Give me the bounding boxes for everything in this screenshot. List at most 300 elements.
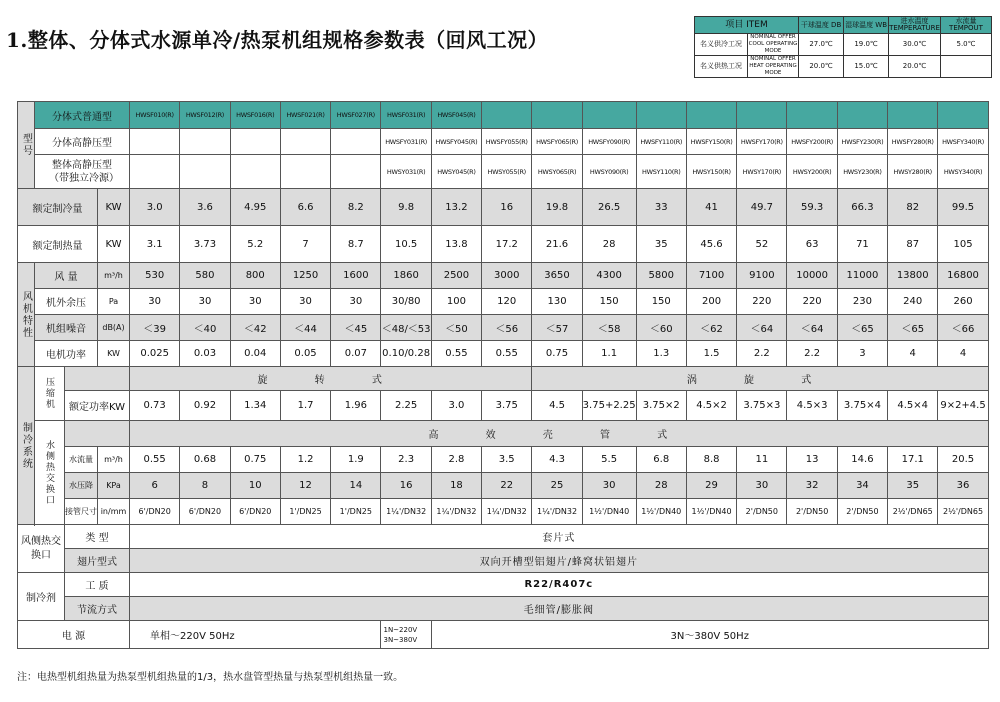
table-row bbox=[18, 549, 989, 573]
value-cell: 1600 bbox=[331, 263, 381, 289]
value-cell: 105 bbox=[938, 226, 988, 263]
conditions-cell: 27.0℃ bbox=[799, 34, 844, 56]
footnote: 注：电热型机组热量为热泵型机组热量的1/3，热水盘管型热量与热泵型机组热量一致。 bbox=[17, 672, 404, 683]
conditions-cell: 20.0℃ bbox=[889, 56, 941, 78]
group-label-air-hx: 风侧热交换口 bbox=[18, 525, 65, 573]
value-cell: 0.55 bbox=[431, 341, 481, 367]
value-cell: 29 bbox=[686, 473, 736, 499]
model-cell: HWSY110(R) bbox=[636, 155, 686, 189]
value-cell: 13.8 bbox=[431, 226, 481, 263]
value-cell: 1¼'/DN32 bbox=[532, 499, 582, 525]
merged-value: 毛细管/膨胀阀 bbox=[130, 597, 989, 621]
value-cell: 5800 bbox=[636, 263, 686, 289]
value-cell: 99.5 bbox=[938, 189, 988, 226]
value-cell: 2.3 bbox=[381, 447, 431, 473]
value-cell: 16 bbox=[482, 189, 532, 226]
value-cell: 3.75×4 bbox=[837, 391, 887, 421]
value-cell: 150 bbox=[636, 289, 686, 315]
model-cell: HWSFY150(R) bbox=[686, 129, 736, 155]
unit-cell: KPa bbox=[98, 473, 130, 499]
table-row bbox=[18, 499, 989, 525]
value-cell: 1½'/DN40 bbox=[686, 499, 736, 525]
value-cell: 25 bbox=[532, 473, 582, 499]
value-cell: 3.75 bbox=[482, 391, 532, 421]
value-cell: ＜57 bbox=[532, 315, 582, 341]
unit-cell: Pa bbox=[98, 289, 130, 315]
row-label: 水流量 bbox=[65, 447, 98, 473]
unit-cell: KW bbox=[98, 226, 130, 263]
merged-value: 套片式 bbox=[130, 525, 989, 549]
value-cell: 4300 bbox=[582, 263, 636, 289]
model-cell: HWSY065(R) bbox=[532, 155, 582, 189]
value-cell: 1'/DN25 bbox=[280, 499, 330, 525]
value-cell: 20.5 bbox=[938, 447, 988, 473]
value-cell: 10.5 bbox=[381, 226, 431, 263]
model-cell: HWSY090(R) bbox=[582, 155, 636, 189]
value-cell: 7 bbox=[280, 226, 330, 263]
table-row bbox=[18, 226, 989, 263]
conditions-mode: NOMINAL OFFER HEAT OPERATING MODE bbox=[749, 56, 797, 76]
value-cell: 1250 bbox=[280, 263, 330, 289]
model-cell: HWSFY065(R) bbox=[532, 129, 582, 155]
row-label: 电机功率 bbox=[35, 341, 98, 367]
merged-value: 双向开槽型铝翅片/蜂窝状铝翅片 bbox=[130, 549, 989, 573]
compressor-type-rotary: 旋 转 式 bbox=[130, 367, 532, 391]
value-cell: 120 bbox=[482, 289, 532, 315]
model-cell: HWSF045(R) bbox=[431, 102, 481, 129]
row-label: 整体高静压型（带独立冷源） bbox=[35, 155, 130, 189]
value-cell: 26.5 bbox=[582, 189, 636, 226]
value-cell: 18 bbox=[431, 473, 481, 499]
value-cell: 71 bbox=[837, 226, 887, 263]
model-cell: HWSFY055(R) bbox=[482, 129, 532, 155]
value-cell: 5.2 bbox=[230, 226, 280, 263]
value-cell: 1.7 bbox=[280, 391, 330, 421]
row-label: 机组噪音 bbox=[35, 315, 98, 341]
model-cell: HWSY055(R) bbox=[482, 155, 532, 189]
value-cell: 16800 bbox=[938, 263, 988, 289]
value-cell: 3000 bbox=[482, 263, 532, 289]
value-cell: 4.5×2 bbox=[686, 391, 736, 421]
model-cell bbox=[130, 155, 180, 189]
value-cell: 0.04 bbox=[230, 341, 280, 367]
value-cell: 1.34 bbox=[230, 391, 280, 421]
row-label: 分体高静压型 bbox=[35, 129, 130, 155]
model-cell: HWSF027(R) bbox=[331, 102, 381, 129]
value-cell: 6'/DN20 bbox=[180, 499, 230, 525]
value-cell: 63 bbox=[787, 226, 837, 263]
value-cell: 3.75×2 bbox=[636, 391, 686, 421]
blank-cell bbox=[65, 367, 130, 391]
table-row bbox=[18, 597, 989, 621]
model-cell: HWSY150(R) bbox=[686, 155, 736, 189]
value-cell: 4 bbox=[888, 341, 938, 367]
value-cell: 150 bbox=[582, 289, 636, 315]
table-row bbox=[18, 621, 989, 649]
value-cell: 2.8 bbox=[431, 447, 481, 473]
value-cell: 30 bbox=[331, 289, 381, 315]
model-cell: HWSF031(R) bbox=[381, 102, 431, 129]
value-cell: 260 bbox=[938, 289, 988, 315]
table-row bbox=[18, 315, 989, 341]
value-cell: 33 bbox=[636, 189, 686, 226]
value-cell: 230 bbox=[837, 289, 887, 315]
value-cell: 13.2 bbox=[431, 189, 481, 226]
table-row bbox=[18, 391, 989, 421]
model-cell bbox=[737, 102, 787, 129]
value-cell: 9100 bbox=[737, 263, 787, 289]
unit-cell: dB(A) bbox=[98, 315, 130, 341]
value-cell: 35 bbox=[888, 473, 938, 499]
unit-cell: m³/h bbox=[98, 263, 130, 289]
value-cell: 14.6 bbox=[837, 447, 887, 473]
value-cell: 4.95 bbox=[230, 189, 280, 226]
value-cell: 35 bbox=[636, 226, 686, 263]
value-cell: ＜39 bbox=[130, 315, 180, 341]
model-cell bbox=[180, 155, 230, 189]
value-cell: ＜58 bbox=[582, 315, 636, 341]
value-cell: 1.96 bbox=[331, 391, 381, 421]
model-cell: HWSFY110(R) bbox=[636, 129, 686, 155]
value-cell: 12 bbox=[280, 473, 330, 499]
value-cell: 3.5 bbox=[482, 447, 532, 473]
value-cell: 41 bbox=[686, 189, 736, 226]
value-cell: 1.3 bbox=[636, 341, 686, 367]
value-cell: 6'/DN20 bbox=[130, 499, 180, 525]
value-cell: 0.75 bbox=[532, 341, 582, 367]
model-cell bbox=[582, 102, 636, 129]
model-cell bbox=[636, 102, 686, 129]
value-cell: 11000 bbox=[837, 263, 887, 289]
value-cell: 3 bbox=[837, 341, 887, 367]
unit-cell: KW bbox=[98, 189, 130, 226]
value-cell: 0.68 bbox=[180, 447, 230, 473]
value-cell: 13 bbox=[787, 447, 837, 473]
value-cell: 220 bbox=[737, 289, 787, 315]
value-cell: 2.2 bbox=[737, 341, 787, 367]
value-cell: ＜48/＜53 bbox=[381, 315, 431, 341]
table-row bbox=[18, 189, 989, 226]
compressor-type-scroll: 涡 旋 式 bbox=[532, 367, 988, 391]
value-cell: 3.73 bbox=[180, 226, 230, 263]
model-cell: HWSFY170(R) bbox=[737, 129, 787, 155]
value-cell: 0.55 bbox=[130, 447, 180, 473]
conditions-table bbox=[694, 16, 992, 78]
value-cell: 6'/DN20 bbox=[230, 499, 280, 525]
spec-table bbox=[17, 101, 989, 649]
value-cell: 1'/DN25 bbox=[331, 499, 381, 525]
model-cell bbox=[787, 102, 837, 129]
value-cell: 6 bbox=[130, 473, 180, 499]
row-label: 水压降 bbox=[65, 473, 98, 499]
value-cell: ＜40 bbox=[180, 315, 230, 341]
value-cell: 30 bbox=[180, 289, 230, 315]
value-cell: 49.7 bbox=[737, 189, 787, 226]
value-cell: 2½'/DN65 bbox=[938, 499, 988, 525]
value-cell: 2'/DN50 bbox=[837, 499, 887, 525]
row-label: 额定制热量 bbox=[18, 226, 98, 263]
value-cell: 3.1 bbox=[130, 226, 180, 263]
value-cell: 1.2 bbox=[280, 447, 330, 473]
value-cell: 200 bbox=[686, 289, 736, 315]
value-cell: 1860 bbox=[381, 263, 431, 289]
value-cell: 34 bbox=[837, 473, 887, 499]
model-cell: HWSFY230(R) bbox=[837, 129, 887, 155]
value-cell: 2.2 bbox=[787, 341, 837, 367]
model-cell: HWSY340(R) bbox=[938, 155, 988, 189]
value-cell: 30 bbox=[230, 289, 280, 315]
value-cell: 82 bbox=[888, 189, 938, 226]
value-cell: 13800 bbox=[888, 263, 938, 289]
row-label: 分体式普通型 bbox=[35, 102, 130, 129]
power-three: 3N～380V 50Hz bbox=[431, 621, 988, 649]
group-label-cooling-system: 制冷系统 bbox=[18, 367, 35, 525]
value-cell: 8.8 bbox=[686, 447, 736, 473]
model-cell bbox=[331, 129, 381, 155]
row-label: 接管尺寸 bbox=[65, 499, 98, 525]
table-row bbox=[18, 421, 989, 447]
value-cell: 3.0 bbox=[431, 391, 481, 421]
value-cell: 10000 bbox=[787, 263, 837, 289]
row-label: 节流方式 bbox=[65, 597, 130, 621]
model-cell bbox=[938, 102, 988, 129]
model-cell: HWSFY200(R) bbox=[787, 129, 837, 155]
table-row bbox=[18, 573, 989, 597]
table-row bbox=[18, 155, 989, 189]
table-row bbox=[18, 289, 989, 315]
value-cell: 2'/DN50 bbox=[737, 499, 787, 525]
value-cell: 100 bbox=[431, 289, 481, 315]
value-cell: 2500 bbox=[431, 263, 481, 289]
conditions-row-label: 名义供热工况 bbox=[695, 56, 748, 78]
value-cell: 2½'/DN65 bbox=[888, 499, 938, 525]
value-cell: 6.8 bbox=[636, 447, 686, 473]
model-cell bbox=[230, 129, 280, 155]
value-cell: 30/80 bbox=[381, 289, 431, 315]
value-cell: 9.8 bbox=[381, 189, 431, 226]
value-cell: 3.6 bbox=[180, 189, 230, 226]
value-cell: 66.3 bbox=[837, 189, 887, 226]
value-cell: 0.05 bbox=[280, 341, 330, 367]
value-cell: 4 bbox=[938, 341, 988, 367]
value-cell: ＜60 bbox=[636, 315, 686, 341]
conditions-cell: 5.0℃ bbox=[940, 34, 991, 56]
model-cell bbox=[888, 102, 938, 129]
row-label: 电 源 bbox=[18, 621, 130, 649]
value-cell: 9×2+4.5 bbox=[938, 391, 988, 421]
page-title: 1.整体、分体式水源单冷/热泵机组规格参数表（回风工况） bbox=[6, 28, 549, 52]
model-cell bbox=[482, 102, 532, 129]
value-cell: 0.025 bbox=[130, 341, 180, 367]
value-cell: 1¼'/DN32 bbox=[482, 499, 532, 525]
model-cell bbox=[532, 102, 582, 129]
row-label: 风 量 bbox=[35, 263, 98, 289]
value-cell: ＜44 bbox=[280, 315, 330, 341]
value-cell: 3650 bbox=[532, 263, 582, 289]
value-cell: 0.07 bbox=[331, 341, 381, 367]
value-cell: 1.5 bbox=[686, 341, 736, 367]
value-cell: 30 bbox=[280, 289, 330, 315]
conditions-header: 水流量 TEMPOUT bbox=[940, 17, 991, 34]
value-cell: 21.6 bbox=[532, 226, 582, 263]
model-cell: HWSY170(R) bbox=[737, 155, 787, 189]
unit-cell: KW bbox=[98, 341, 130, 367]
model-cell: HWSFY090(R) bbox=[582, 129, 636, 155]
conditions-header: 湿球温度 WB bbox=[844, 17, 889, 34]
table-row bbox=[18, 263, 989, 289]
model-cell bbox=[686, 102, 736, 129]
model-cell bbox=[180, 129, 230, 155]
value-cell: 0.03 bbox=[180, 341, 230, 367]
table-row bbox=[18, 473, 989, 499]
model-cell: HWSFY280(R) bbox=[888, 129, 938, 155]
model-cell: HWSY230(R) bbox=[837, 155, 887, 189]
table-row bbox=[18, 447, 989, 473]
value-cell: 52 bbox=[737, 226, 787, 263]
model-cell: HWSF010(R) bbox=[130, 102, 180, 129]
value-cell: 1.9 bbox=[331, 447, 381, 473]
value-cell: 87 bbox=[888, 226, 938, 263]
conditions-cell bbox=[940, 56, 991, 78]
value-cell: 28 bbox=[582, 226, 636, 263]
value-cell: ＜45 bbox=[331, 315, 381, 341]
value-cell: 4.5 bbox=[532, 391, 582, 421]
model-cell: HWSFY340(R) bbox=[938, 129, 988, 155]
group-label-fan: 风机特性 bbox=[18, 263, 35, 367]
group-label-model: 型号 bbox=[18, 102, 35, 189]
value-cell: 4.5×3 bbox=[787, 391, 837, 421]
value-cell: 8 bbox=[180, 473, 230, 499]
value-cell: ＜64 bbox=[787, 315, 837, 341]
conditions-cell: 15.0℃ bbox=[844, 56, 889, 78]
table-row bbox=[18, 341, 989, 367]
value-cell: ＜62 bbox=[686, 315, 736, 341]
value-cell: 30 bbox=[130, 289, 180, 315]
value-cell: 17.2 bbox=[482, 226, 532, 263]
conditions-mode: NOMINAL OFFER COOL OPERATING MODE bbox=[748, 34, 798, 54]
value-cell: 3.75×3 bbox=[737, 391, 787, 421]
water-hx-label: 水侧热交换口 bbox=[35, 421, 65, 525]
value-cell: ＜65 bbox=[837, 315, 887, 341]
value-cell: 4.3 bbox=[532, 447, 582, 473]
value-cell: 4.5×4 bbox=[888, 391, 938, 421]
table-row bbox=[18, 129, 989, 155]
conditions-cell: 20.0℃ bbox=[799, 56, 844, 78]
table-row bbox=[18, 102, 989, 129]
value-cell: 1½'/DN40 bbox=[582, 499, 636, 525]
table-row bbox=[18, 367, 989, 391]
conditions-header: 干球温度 DB bbox=[799, 17, 844, 34]
row-label: 翅片型式 bbox=[65, 549, 130, 573]
model-cell bbox=[280, 129, 330, 155]
value-cell: 17.1 bbox=[888, 447, 938, 473]
value-cell: 28 bbox=[636, 473, 686, 499]
group-label-refrigerant: 制冷剂 bbox=[18, 573, 65, 621]
value-cell: 240 bbox=[888, 289, 938, 315]
value-cell: ＜64 bbox=[737, 315, 787, 341]
value-cell: ＜56 bbox=[482, 315, 532, 341]
value-cell: 1.1 bbox=[582, 341, 636, 367]
value-cell: 2'/DN50 bbox=[787, 499, 837, 525]
value-cell: 0.55 bbox=[482, 341, 532, 367]
value-cell: 1¼'/DN32 bbox=[431, 499, 481, 525]
value-cell: 3.75+2.25 bbox=[582, 391, 636, 421]
merged-value: R22/R407c bbox=[130, 573, 989, 597]
water-hx-type: 高 效 壳 管 式 bbox=[130, 421, 989, 447]
value-cell: 8.2 bbox=[331, 189, 381, 226]
model-cell: HWSFY031(R) bbox=[381, 129, 431, 155]
value-cell: ＜66 bbox=[938, 315, 988, 341]
value-cell: 30 bbox=[737, 473, 787, 499]
value-cell: 11 bbox=[737, 447, 787, 473]
model-cell bbox=[331, 155, 381, 189]
value-cell: 5.5 bbox=[582, 447, 636, 473]
model-cell bbox=[280, 155, 330, 189]
unit-cell: m³/h bbox=[98, 447, 130, 473]
value-cell: 45.6 bbox=[686, 226, 736, 263]
model-cell bbox=[130, 129, 180, 155]
value-cell: 7100 bbox=[686, 263, 736, 289]
value-cell: 30 bbox=[582, 473, 636, 499]
model-cell: HWSF021(R) bbox=[280, 102, 330, 129]
row-label: 类 型 bbox=[65, 525, 130, 549]
conditions-header: 进水温度 TEMPERATURE bbox=[889, 17, 940, 32]
conditions-row-label: 名义供冷工况 bbox=[695, 34, 748, 56]
model-cell bbox=[230, 155, 280, 189]
value-cell: 800 bbox=[230, 263, 280, 289]
model-cell: HWSF016(R) bbox=[230, 102, 280, 129]
table-row bbox=[18, 525, 989, 549]
compressor-label: 压缩机 bbox=[35, 367, 65, 421]
value-cell: 22 bbox=[482, 473, 532, 499]
row-label: 工 质 bbox=[65, 573, 130, 597]
value-cell: 3.0 bbox=[130, 189, 180, 226]
blank-cell bbox=[65, 421, 130, 447]
value-cell: 32 bbox=[787, 473, 837, 499]
model-cell: HWSY200(R) bbox=[787, 155, 837, 189]
model-cell bbox=[837, 102, 887, 129]
unit-cell: in/mm bbox=[98, 499, 130, 525]
power-single: 单相～220V 50Hz bbox=[130, 621, 381, 649]
value-cell: 1½'/DN40 bbox=[636, 499, 686, 525]
model-cell: HWSY031(R) bbox=[381, 155, 431, 189]
row-label: 额定制冷量 bbox=[18, 189, 98, 226]
value-cell: 1¼'/DN32 bbox=[381, 499, 431, 525]
value-cell: 0.73 bbox=[130, 391, 180, 421]
conditions-header: 项目 ITEM bbox=[695, 17, 799, 34]
conditions-cell: 30.0℃ bbox=[889, 34, 941, 56]
model-cell: HWSY045(R) bbox=[431, 155, 481, 189]
value-cell: 6.6 bbox=[280, 189, 330, 226]
value-cell: 36 bbox=[938, 473, 988, 499]
value-cell: 220 bbox=[787, 289, 837, 315]
value-cell: ＜50 bbox=[431, 315, 481, 341]
value-cell: 10 bbox=[230, 473, 280, 499]
conditions-cell: 19.0℃ bbox=[844, 34, 889, 56]
model-cell: HWSF012(R) bbox=[180, 102, 230, 129]
value-cell: 59.3 bbox=[787, 189, 837, 226]
value-cell: ＜65 bbox=[888, 315, 938, 341]
value-cell: 580 bbox=[180, 263, 230, 289]
model-cell: HWSFY045(R) bbox=[431, 129, 481, 155]
value-cell: 0.10/0.28 bbox=[381, 341, 431, 367]
value-cell: 530 bbox=[130, 263, 180, 289]
row-label: 额定功率KW bbox=[65, 391, 130, 421]
value-cell: 130 bbox=[532, 289, 582, 315]
row-label: 机外余压 bbox=[35, 289, 98, 315]
value-cell: 14 bbox=[331, 473, 381, 499]
value-cell: 16 bbox=[381, 473, 431, 499]
